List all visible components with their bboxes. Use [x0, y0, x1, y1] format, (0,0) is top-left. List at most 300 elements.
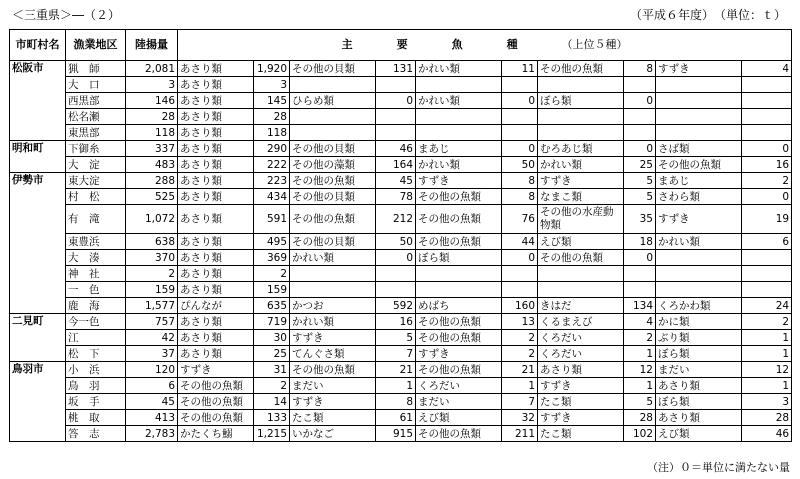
species-quantity — [502, 109, 538, 125]
landing-total: 118 — [126, 125, 178, 141]
footnote: （注）０＝単位に満たない量 — [647, 461, 790, 474]
species-quantity: 635 — [254, 298, 290, 314]
district-name: 桃 取 — [66, 410, 126, 426]
species-quantity: 3 — [742, 394, 792, 410]
district-name: 神 社 — [66, 266, 126, 282]
species-name: あさり類 — [656, 378, 742, 394]
species-name — [538, 125, 624, 141]
table-row — [10, 394, 792, 410]
species-name: かれい類 — [290, 250, 376, 266]
species-quantity: 1 — [742, 330, 792, 346]
species-name: あさり類 — [178, 234, 254, 250]
species-quantity: 5 — [624, 173, 656, 189]
table-row — [10, 250, 792, 266]
species-quantity: 31 — [254, 362, 290, 378]
landing-total: 2,081 — [126, 61, 178, 77]
species-name: まあじ — [416, 141, 502, 157]
species-quantity: 8 — [624, 61, 656, 77]
district-name: 東黒部 — [66, 125, 126, 141]
col-header-city: 市町村名 — [10, 30, 66, 61]
district-name: 江 — [66, 330, 126, 346]
district-name: 東豊浜 — [66, 234, 126, 250]
district-name: 松名瀬 — [66, 109, 126, 125]
species-name: てんぐさ類 — [290, 346, 376, 362]
species-name: その他の貝類 — [290, 141, 376, 157]
species-name — [656, 250, 742, 266]
species-quantity: 8 — [502, 189, 538, 205]
species-quantity: 7 — [376, 346, 416, 362]
species-quantity: 0 — [376, 93, 416, 109]
species-quantity: 1 — [376, 378, 416, 394]
species-name: あさり類 — [178, 205, 254, 234]
species-name: その他の魚類 — [416, 205, 502, 234]
species-quantity: 6 — [742, 234, 792, 250]
species-quantity: 1 — [624, 378, 656, 394]
species-quantity: 1,920 — [254, 61, 290, 77]
species-name: かれい類 — [416, 157, 502, 173]
species-quantity: 5 — [376, 330, 416, 346]
species-name: あさり類 — [178, 330, 254, 346]
page-section-title: ＜三重県＞―（２） — [12, 8, 121, 22]
species-quantity: 102 — [624, 426, 656, 442]
table-row — [10, 330, 792, 346]
species-quantity — [502, 125, 538, 141]
species-name: すずき — [416, 346, 502, 362]
landing-total: 146 — [126, 93, 178, 109]
species-quantity: 46 — [376, 141, 416, 157]
landing-total: 483 — [126, 157, 178, 173]
species-name — [416, 282, 502, 298]
landing-total: 337 — [126, 141, 178, 157]
species-quantity: 28 — [742, 410, 792, 426]
col-header-landing: 陸揚量 — [126, 30, 178, 61]
species-quantity: 8 — [502, 173, 538, 189]
species-name — [416, 109, 502, 125]
species-name: すずき — [656, 61, 742, 77]
species-name: その他の魚類 — [290, 173, 376, 189]
landing-total: 3 — [126, 77, 178, 93]
species-quantity — [742, 250, 792, 266]
species-name: あさり類 — [178, 77, 254, 93]
species-name: あさり類 — [178, 61, 254, 77]
landing-total: 413 — [126, 410, 178, 426]
species-name — [290, 266, 376, 282]
species-quantity: 76 — [502, 205, 538, 234]
species-name: その他の魚類 — [178, 394, 254, 410]
species-name: くろだい — [538, 346, 624, 362]
city-name: 鳥羽市 — [10, 362, 66, 442]
species-quantity: 35 — [624, 205, 656, 234]
species-name: くるまえび — [538, 314, 624, 330]
landing-total: 2 — [126, 266, 178, 282]
table-row — [10, 61, 792, 77]
species-quantity: 2 — [502, 330, 538, 346]
table-row — [10, 346, 792, 362]
species-quantity: 212 — [376, 205, 416, 234]
species-header-label: 主 要 魚 種 — [341, 38, 518, 51]
species-name: ぼら類 — [656, 346, 742, 362]
species-name: かれい類 — [416, 61, 502, 77]
species-quantity — [376, 282, 416, 298]
fiscal-year-unit: （平成６年度） （単位：ｔ） — [629, 8, 786, 22]
species-quantity: 50 — [502, 157, 538, 173]
species-name: その他の貝類 — [290, 189, 376, 205]
species-name: その他の魚類 — [178, 378, 254, 394]
district-name: 鹿 海 — [66, 298, 126, 314]
species-quantity: 2 — [624, 330, 656, 346]
species-name: まだい — [290, 378, 376, 394]
species-quantity: 21 — [376, 362, 416, 378]
species-name: えび類 — [656, 426, 742, 442]
species-name: あさり類 — [178, 173, 254, 189]
species-name: その他の魚類 — [416, 330, 502, 346]
table-row — [10, 189, 792, 205]
table-row — [10, 141, 792, 157]
species-name: かれい類 — [656, 234, 742, 250]
species-name: くろだい — [538, 330, 624, 346]
species-name: その他の魚類 — [656, 157, 742, 173]
species-quantity: 16 — [742, 157, 792, 173]
species-quantity: 0 — [624, 93, 656, 109]
species-quantity: 14 — [254, 394, 290, 410]
district-name: 坂 手 — [66, 394, 126, 410]
species-name — [416, 266, 502, 282]
species-name: その他の藻類 — [290, 157, 376, 173]
species-name — [538, 109, 624, 125]
species-quantity: 1 — [742, 378, 792, 394]
table-row — [10, 109, 792, 125]
table-row — [10, 298, 792, 314]
species-name: すずき — [290, 330, 376, 346]
species-name: あさり類 — [656, 410, 742, 426]
species-name: その他の魚類 — [416, 314, 502, 330]
species-quantity — [376, 125, 416, 141]
species-quantity: 12 — [742, 362, 792, 378]
landing-total: 159 — [126, 282, 178, 298]
species-name: たこ類 — [538, 426, 624, 442]
landing-total: 28 — [126, 109, 178, 125]
district-name: 西黒部 — [66, 93, 126, 109]
species-name: たこ類 — [538, 394, 624, 410]
species-name: かれい類 — [538, 157, 624, 173]
species-name: すずき — [178, 362, 254, 378]
species-quantity: 222 — [254, 157, 290, 173]
species-quantity — [742, 77, 792, 93]
landing-total: 2,783 — [126, 426, 178, 442]
species-name: その他の貝類 — [290, 61, 376, 77]
city-name: 二見町 — [10, 314, 66, 362]
species-name — [538, 266, 624, 282]
table-row — [10, 410, 792, 426]
species-name: すずき — [416, 173, 502, 189]
table-row — [10, 125, 792, 141]
species-quantity: 24 — [742, 298, 792, 314]
species-name: まあじ — [656, 173, 742, 189]
species-name: すずき — [290, 394, 376, 410]
table-row — [10, 362, 792, 378]
species-name: あさり類 — [178, 282, 254, 298]
species-quantity: 2 — [254, 266, 290, 282]
species-name: ひらめ類 — [290, 93, 376, 109]
species-name — [290, 282, 376, 298]
city-name: 伊勢市 — [10, 173, 66, 314]
species-quantity: 0 — [502, 93, 538, 109]
species-quantity: 30 — [254, 330, 290, 346]
species-quantity: 0 — [376, 250, 416, 266]
district-name: 猟 師 — [66, 61, 126, 77]
species-quantity: 46 — [742, 426, 792, 442]
species-name — [290, 109, 376, 125]
table-row — [10, 266, 792, 282]
species-quantity: 134 — [624, 298, 656, 314]
species-quantity: 0 — [624, 250, 656, 266]
district-name: 一 色 — [66, 282, 126, 298]
species-quantity — [742, 93, 792, 109]
species-quantity — [624, 109, 656, 125]
species-name — [656, 93, 742, 109]
species-quantity: 13 — [502, 314, 538, 330]
species-quantity: 28 — [624, 410, 656, 426]
species-quantity: 2 — [254, 378, 290, 394]
species-name: いかなご — [290, 426, 376, 442]
species-quantity: 61 — [376, 410, 416, 426]
species-name: すずき — [538, 378, 624, 394]
species-quantity: 18 — [624, 234, 656, 250]
species-quantity — [502, 77, 538, 93]
district-name: 村 松 — [66, 189, 126, 205]
species-quantity — [624, 282, 656, 298]
species-name: かれい類 — [290, 314, 376, 330]
table-row — [10, 314, 792, 330]
species-quantity: 11 — [502, 61, 538, 77]
landing-total: 6 — [126, 378, 178, 394]
species-quantity: 4 — [624, 314, 656, 330]
species-quantity — [624, 125, 656, 141]
landing-total: 45 — [126, 394, 178, 410]
species-quantity — [624, 77, 656, 93]
species-name: その他の魚類 — [416, 362, 502, 378]
species-quantity: 434 — [254, 189, 290, 205]
species-quantity: 25 — [624, 157, 656, 173]
species-quantity: 160 — [502, 298, 538, 314]
species-name: あさり類 — [178, 157, 254, 173]
species-name — [656, 125, 742, 141]
species-name — [656, 282, 742, 298]
species-name: あさり類 — [178, 93, 254, 109]
species-name: その他の魚類 — [538, 61, 624, 77]
species-quantity: 21 — [502, 362, 538, 378]
species-quantity: 133 — [254, 410, 290, 426]
species-name: さわら類 — [656, 189, 742, 205]
district-name: 松 下 — [66, 346, 126, 362]
species-name: あさり類 — [178, 346, 254, 362]
species-quantity: 0 — [502, 250, 538, 266]
species-name: ぼら類 — [416, 250, 502, 266]
species-name: すずき — [538, 173, 624, 189]
species-quantity: 592 — [376, 298, 416, 314]
species-quantity: 50 — [376, 234, 416, 250]
species-quantity: 118 — [254, 125, 290, 141]
species-quantity: 223 — [254, 173, 290, 189]
fishery-landings-table — [9, 29, 792, 442]
species-name: その他の魚類 — [416, 426, 502, 442]
species-quantity — [742, 109, 792, 125]
species-quantity — [376, 109, 416, 125]
species-name: その他の魚類 — [178, 410, 254, 426]
species-name: あさり類 — [178, 314, 254, 330]
district-name: 大 湊 — [66, 250, 126, 266]
district-name: 答 志 — [66, 426, 126, 442]
species-name — [416, 125, 502, 141]
species-name: かれい類 — [416, 93, 502, 109]
species-name — [416, 77, 502, 93]
species-name — [656, 109, 742, 125]
species-quantity: 28 — [254, 109, 290, 125]
table-row — [10, 378, 792, 394]
landing-total: 288 — [126, 173, 178, 189]
species-name: ぶり類 — [656, 330, 742, 346]
landing-total: 120 — [126, 362, 178, 378]
district-name: 下御糸 — [66, 141, 126, 157]
species-name: あさり類 — [178, 189, 254, 205]
table-row — [10, 205, 792, 234]
species-quantity: 16 — [376, 314, 416, 330]
species-name: くろかわ類 — [656, 298, 742, 314]
species-name: その他の水産動物類 — [538, 205, 624, 234]
district-name: 大 淀 — [66, 157, 126, 173]
species-name: その他の魚類 — [416, 234, 502, 250]
table-row — [10, 93, 792, 109]
species-quantity: 0 — [502, 141, 538, 157]
species-name — [290, 125, 376, 141]
species-name: かたくち鰯 — [178, 426, 254, 442]
species-name: まだい — [416, 394, 502, 410]
species-quantity: 1 — [742, 346, 792, 362]
table-row — [10, 426, 792, 442]
species-name: すずき — [656, 205, 742, 234]
landing-total: 525 — [126, 189, 178, 205]
landing-total: 37 — [126, 346, 178, 362]
species-name: むろあじ類 — [538, 141, 624, 157]
species-quantity — [376, 77, 416, 93]
table-header-row — [10, 30, 792, 61]
species-name: すずき — [538, 410, 624, 426]
species-name — [656, 266, 742, 282]
species-name: あさり類 — [178, 141, 254, 157]
species-name: まだい — [656, 362, 742, 378]
species-quantity: 44 — [502, 234, 538, 250]
species-quantity: 211 — [502, 426, 538, 442]
species-quantity: 25 — [254, 346, 290, 362]
species-quantity: 5 — [624, 394, 656, 410]
species-quantity: 5 — [624, 189, 656, 205]
landing-total: 370 — [126, 250, 178, 266]
species-name: めばち — [416, 298, 502, 314]
species-quantity: 7 — [502, 394, 538, 410]
species-name: さば類 — [656, 141, 742, 157]
table-row — [10, 157, 792, 173]
district-name: 鳥 羽 — [66, 378, 126, 394]
col-header-district: 漁業地区 — [66, 30, 126, 61]
species-name: かつお — [290, 298, 376, 314]
species-quantity — [376, 266, 416, 282]
species-quantity: 159 — [254, 282, 290, 298]
species-quantity: 2 — [742, 173, 792, 189]
table-row — [10, 173, 792, 189]
species-name: その他の貝類 — [290, 234, 376, 250]
species-name — [538, 77, 624, 93]
district-name: 大 口 — [66, 77, 126, 93]
species-quantity: 164 — [376, 157, 416, 173]
species-quantity: 131 — [376, 61, 416, 77]
species-quantity: 0 — [624, 141, 656, 157]
species-quantity: 3 — [254, 77, 290, 93]
species-name: たこ類 — [290, 410, 376, 426]
city-name: 松阪市 — [10, 61, 66, 141]
species-quantity — [742, 266, 792, 282]
species-name: ぴんなが — [178, 298, 254, 314]
landing-total: 638 — [126, 234, 178, 250]
species-name: あさり類 — [178, 250, 254, 266]
species-quantity: 45 — [376, 173, 416, 189]
species-name: ぼら類 — [656, 394, 742, 410]
species-name — [538, 282, 624, 298]
district-name: 今一色 — [66, 314, 126, 330]
species-quantity: 12 — [624, 362, 656, 378]
species-quantity: 78 — [376, 189, 416, 205]
species-quantity — [502, 282, 538, 298]
species-quantity: 495 — [254, 234, 290, 250]
species-name: かに類 — [656, 314, 742, 330]
city-name: 明和町 — [10, 141, 66, 173]
landing-total: 42 — [126, 330, 178, 346]
species-name — [290, 77, 376, 93]
table-row — [10, 77, 792, 93]
species-name: あさり類 — [178, 125, 254, 141]
species-name: あさり類 — [538, 362, 624, 378]
species-name: あさり類 — [178, 109, 254, 125]
district-name: 東大淀 — [66, 173, 126, 189]
landing-total: 1,072 — [126, 205, 178, 234]
district-name: 小 浜 — [66, 362, 126, 378]
species-quantity: 1,215 — [254, 426, 290, 442]
species-quantity: 32 — [502, 410, 538, 426]
species-quantity: 369 — [254, 250, 290, 266]
species-name: その他の魚類 — [538, 250, 624, 266]
species-quantity: 19 — [742, 205, 792, 234]
top5-label: （上位５種） — [561, 38, 628, 51]
species-quantity: 8 — [376, 394, 416, 410]
species-quantity: 2 — [502, 346, 538, 362]
species-name: その他の魚類 — [290, 362, 376, 378]
species-quantity — [742, 282, 792, 298]
species-name: ぼら類 — [538, 93, 624, 109]
species-quantity: 719 — [254, 314, 290, 330]
species-name: その他の魚類 — [416, 189, 502, 205]
species-quantity: 0 — [742, 189, 792, 205]
landing-total: 757 — [126, 314, 178, 330]
species-quantity: 1 — [502, 378, 538, 394]
species-quantity: 145 — [254, 93, 290, 109]
district-name: 有 滝 — [66, 205, 126, 234]
species-name: えび類 — [416, 410, 502, 426]
species-quantity — [502, 266, 538, 282]
species-name: あさり類 — [178, 266, 254, 282]
species-quantity: 0 — [742, 141, 792, 157]
species-name: えび類 — [538, 234, 624, 250]
species-name: なまこ類 — [538, 189, 624, 205]
species-quantity: 591 — [254, 205, 290, 234]
